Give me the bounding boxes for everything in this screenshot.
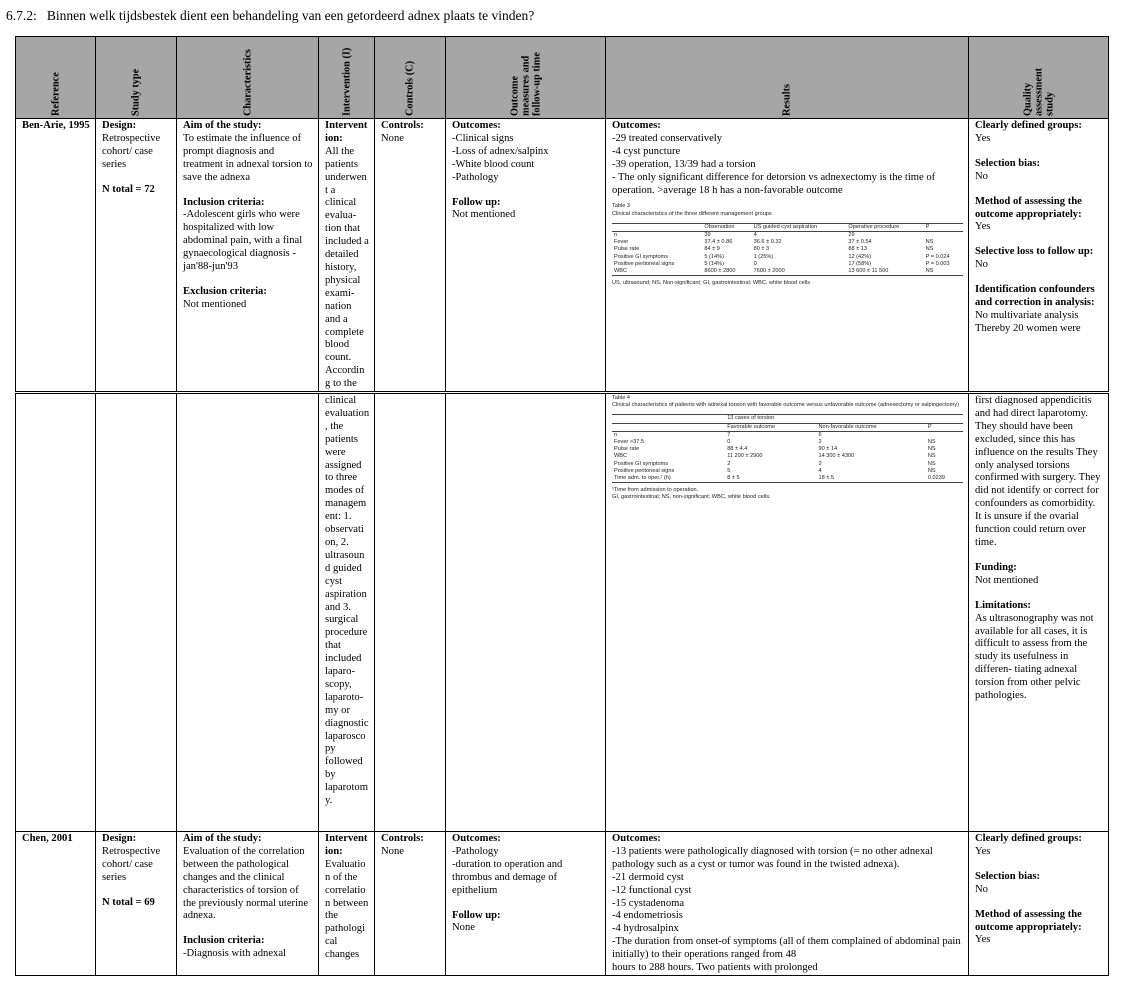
cell-results bbox=[606, 394, 969, 832]
evidence-table-part-2 bbox=[15, 393, 1109, 976]
cell-study-type: Design: Retrospective cohort/ case series N total = 72 bbox=[96, 119, 177, 392]
cell-characteristics bbox=[177, 394, 319, 832]
cell-intervention: Intervent ion: All the patients underwen t a clinical evalua- tion that included a detailed history, physical exami- nation and a complete blood count. Accordin g to the bbox=[319, 119, 375, 392]
header-reference: Reference bbox=[16, 37, 96, 119]
cell-quality: first diagnosed appendicitis and had direct laparotomy. They should have been excluded, since this has influence on the results They only analysed torsions confirmed with surgery. They did not identify or correct for confounders as comorbidity. It is unsure if the ovarial function could return over time. Funding: Not mentioned Limitations: As ultrasonography was not available for all cases, it is difficult to assess from the study its usefulness in differen- tiating adnexal torsion from other pelvic pathologies. bbox=[969, 394, 1109, 832]
cell-reference bbox=[16, 394, 96, 832]
table-row-ben-arie bbox=[16, 119, 1109, 392]
cell-intervention: Intervent ion: Evaluatio n of the correlatio n between the pathologi cal changes bbox=[319, 832, 375, 976]
cell-reference: Chen, 2001 bbox=[16, 832, 96, 976]
cell-controls bbox=[375, 394, 446, 832]
cell-outcome-measures: Outcomes: -Pathology -duration to operation and thrombus and demage of epithelium Follow up: None bbox=[446, 832, 606, 976]
cell-quality: Clearly defined groups: Yes Selection bias: No Method of assessing the outcome appropriately: Yes bbox=[969, 832, 1109, 976]
header-quality: Quality assessment study bbox=[969, 37, 1109, 119]
cell-controls: Controls: None bbox=[375, 832, 446, 976]
table-row-ben-arie-continued bbox=[16, 394, 1109, 832]
evidence-table-part-1 bbox=[15, 36, 1109, 392]
cell-intervention: clinical evaluation , the patients were assigned to three modes of managem ent: 1. observati on, 2. ultrasoun d guided cyst aspiration and 3. surgical procedure that included laparo- scopy, laparoto- my or diagnostic laparosco py followed by laparotom y. bbox=[319, 394, 375, 832]
cell-study-type: Design: Retrospective cohort/ case series N total = 69 bbox=[96, 832, 177, 976]
cell-study-type bbox=[96, 394, 177, 832]
cell-outcome-measures bbox=[446, 394, 606, 832]
cell-characteristics: Aim of the study: To estimate the influence of prompt diagnosis and treatment in adnexal torsion to save the adnexa Inclusion criteria: -Adolescent girls who were hospitalized with low abdominal pain, with a final gynaecological diagnosis -jan'88-jun'93 Exclusion criteria: Not mentioned bbox=[177, 119, 319, 392]
cell-results: Outcomes: -29 treated conservatively -4 cyst puncture -39 operation, 13/39 had a torsion - The only significant difference for detorsion vs adnexectomy is the time of operation. >average 18 h has a non-favorable outcome Table 3 Clinical characteristics of the three different management groups Observation US guided cyst aspiration Operative procedure P n 39 4 29 Fever 37.4 ± 0.86 36.6 ± 0.32 37 ± 0.54 NS Pulse rate 84 ± 9 80 ± 3 88 ± 13 NS Positive GI symptoms 5 (14%) 1 (25%) 12 (42%) P = 0.024 Positive peritoneal signs 5 (14%) 0 17 (58%) P = 0.003 WBC 8600 ± 2800 7600 ± 2000 13 600 ± 11 500 NS US, ultrasound; NS, Non-significant; GI, gastrointestinal; WBC, white blood cells bbox=[606, 119, 969, 392]
header-controls: Controls (C) bbox=[375, 37, 446, 119]
cell-outcome-measures: Outcomes: -Clinical signs -Loss of adnex/salpinx -White blood count -Pathology Follow up: Not mentioned bbox=[446, 119, 606, 392]
embedded-table-4: Table 4 Clinical characteristics of patients with adnexal torsion with favorable outcome versus unfavorable outcome (adnexectomy or salpingectomy) 13 cases of torsion Favorable outcome Non-favorable outcome P n 7 6 Fever >37.5 0 2 NS Pulse rate 88 ± 4.4 90 ± 14 NS WBC 11 200 ± 2900 14 300 ± 4300 NS Positive GI symptoms 2 2 NS Positive peritoneal signs 5 4 NS Time adm. to oper.¹ (h) 8 ± 5 18 ± 5 0.0239 ¹Time from admission to operation. GI, gastrointestinal; NS, non-significant; WBC, white blood cells. bbox=[612, 395, 963, 502]
cell-results: Outcomes: -13 patients were pathologically diagnosed with torsion (= no other adnexal pathology such as a cyst or tumor was found in the twisted adnexa). -21 dermoid cyst -12 functional cyst -15 cystadenoma -4 endometriosis -4 hydrosalpinx -The duration from onset-of symptoms (all of them complained of abdominal pain initially) to their operations ranged from 48 hours to 288 hours. Two patients with prolonged bbox=[606, 832, 969, 976]
header-outcome-measures: Outcome measures and follow-up time bbox=[446, 37, 606, 119]
header-characteristics: Characteristics bbox=[177, 37, 319, 119]
embedded-table-3: Table 3 Clinical characteristics of the three different management groups Observation US guided cyst aspiration Operative procedure P n 39 4 29 Fever 37.4 ± 0.86 36.6 ± 0.32 37 ± 0.54 NS Pulse rate 84 ± 9 80 ± 3 88 ± 13 NS Positive GI symptoms 5 (14%) 1 (25%) 12 (42%) P = 0.024 Positive peritoneal signs 5 (14%) 0 17 (58%) P = 0.003 WBC 8600 ± 2800 7600 ± 2000 13 600 ± 11 500 NS US, ultrasound; NS, Non-significant; GI, gastrointestinal; WBC, white blood cells bbox=[612, 203, 963, 287]
cell-quality: Clearly defined groups: Yes Selection bias: No Method of assessing the outcome appropriately: Yes Selective loss to follow up: No Identification confounders and correction in analysis: No multivariate analysis Thereby 20 women were bbox=[969, 119, 1109, 392]
header-intervention: Intervention (I) bbox=[319, 37, 375, 119]
header-results: Results bbox=[606, 37, 969, 119]
cell-controls: Controls: None bbox=[375, 119, 446, 392]
page-title: 6.7.2: Binnen welk tijdsbestek dient een behandeling van een getordeerd adnex plaats te vinden? bbox=[6, 8, 535, 23]
cell-characteristics: Aim of the study: Evaluation of the correlation between the pathological changes and the clinical characteristics of torsion of the previously normal uterine adnexa. Inclusion criteria: -Diagnosis with adnexal bbox=[177, 832, 319, 976]
header-row bbox=[16, 37, 1109, 119]
table-row-chen bbox=[16, 832, 1109, 976]
cell-reference: Ben-Arie, 1995 bbox=[16, 119, 96, 392]
header-study-type: Study type bbox=[96, 37, 177, 119]
